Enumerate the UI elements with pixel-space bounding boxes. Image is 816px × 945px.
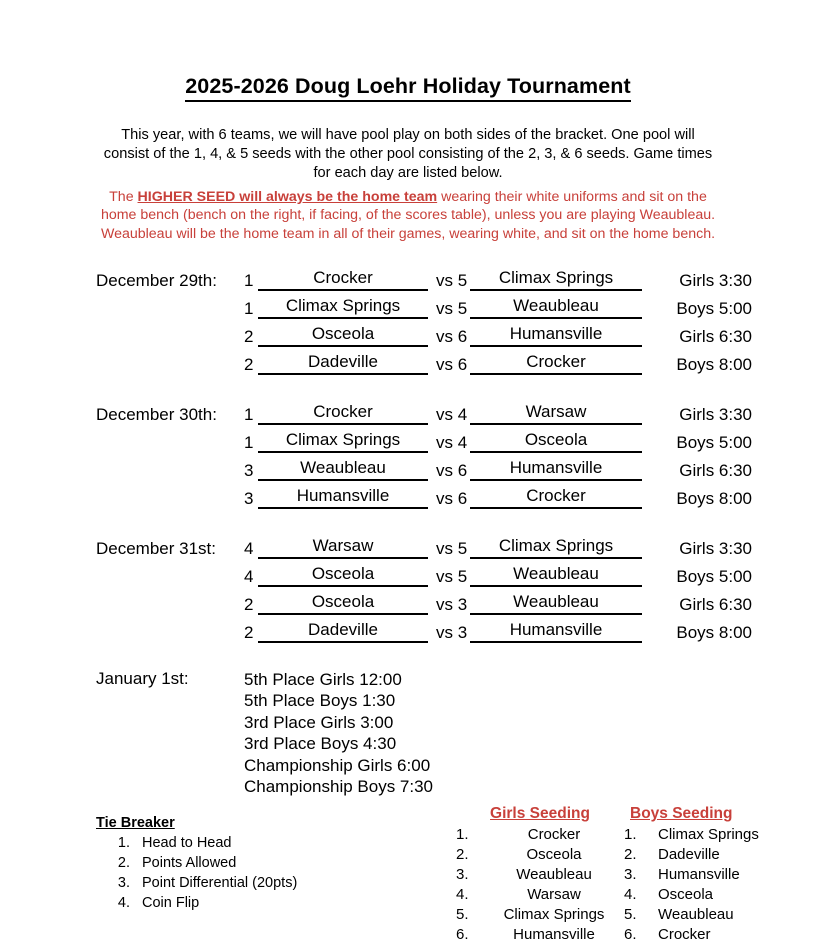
seed-number: 6. [624,926,637,944]
tie-breaker-section [96,805,456,913]
vs-label: vs 5 [436,298,468,318]
game-row [96,263,816,291]
home-team: Osceola [258,564,428,587]
seed-team-name: Humansville [513,926,595,944]
seed-number: 3. [624,866,637,884]
away-team: Warsaw [470,402,642,425]
home-team: Dadeville [258,352,428,375]
game-row [96,559,816,587]
away-team: Weaubleau [470,296,642,319]
home-team: Dadeville [258,620,428,643]
bottom-section [0,805,816,945]
game-row [96,531,816,559]
seed-team-name: Climax Springs [658,826,759,844]
list-item [624,825,794,845]
finals-game-list [244,669,433,797]
home-seed: 1 [244,432,254,452]
game-time: Boys 5:00 [676,432,752,452]
seed-team-name: Crocker [527,826,581,844]
tie-breaker-list [96,834,456,913]
finals-game: Championship Boys 7:30 [244,777,434,797]
home-seed: 3 [244,488,254,508]
finals-game: 5th Place Girls 12:00 [244,669,402,689]
home-seed: 2 [244,594,254,614]
finals-game: 3rd Place Boys 4:30 [244,734,397,754]
day-label-december-29: December 29th: [96,270,217,290]
list-item: 4. Coin Flip [134,894,456,914]
seed-number: 3. [456,866,469,884]
page-title: 2025-2026 Doug Loehr Holiday Tournament [185,74,631,102]
vs-label: vs 6 [436,488,468,508]
seed-number: 6. [456,926,469,944]
game-time: Girls 6:30 [679,326,752,346]
away-team: Osceola [470,430,642,453]
notice-emphasis: HIGHER SEED will always be the home team [137,188,438,205]
home-team: Weaubleau [258,458,428,481]
schedule-section [0,263,816,643]
title-container [0,0,816,102]
game-time: Girls 6:30 [679,594,752,614]
home-team: Osceola [258,324,428,347]
away-team: Humansville [470,620,642,643]
seed-team-name: Osceola [658,886,714,904]
list-item [624,905,794,925]
seed-number: 4. [456,886,469,904]
day-block-december-31 [96,531,816,643]
home-seed: 1 [244,404,254,424]
game-time: Girls 3:30 [679,404,752,424]
seed-number: 2. [456,846,469,864]
game-row [96,291,816,319]
seed-number: 1. [624,826,637,844]
home-seed: 2 [244,354,254,374]
seeding-section [456,805,816,945]
away-team: Crocker [470,352,642,375]
day-block-december-29 [96,263,816,375]
seed-number: 5. [456,906,469,924]
away-team: Weaubleau [470,564,642,587]
vs-label: vs 4 [436,432,468,452]
home-seed: 4 [244,538,254,558]
home-team: Climax Springs [258,296,428,319]
day-block-december-30 [96,397,816,509]
vs-label: vs 5 [436,538,468,558]
seed-team-name: Climax Springs [503,906,605,924]
notice-text-after: wearing their white uniforms and sit on the home bench (bench on the right, if facing, of the scores table), unless you are playing Weaubleau. Weaubleau will be the home team in all of their games, wearing white, and sit on the home bench. [100,188,716,242]
vs-label: vs 6 [436,326,468,346]
list-item [456,905,624,925]
away-team: Climax Springs [470,268,642,291]
list-item [624,845,794,865]
seed-number: 2. [624,846,637,864]
away-team: Humansville [470,458,642,481]
vs-label: vs 5 [436,566,468,586]
list-item: 2. Points Allowed [134,854,456,874]
vs-label: vs 3 [436,622,468,642]
game-time: Girls 3:30 [679,270,752,290]
seed-number: 1. [456,826,469,844]
game-row [96,587,816,615]
notice-text-before: The [109,188,138,205]
game-row [96,425,816,453]
home-team: Crocker [258,268,428,291]
game-time: Girls 6:30 [679,460,752,480]
home-team: Crocker [258,402,428,425]
list-item [456,885,624,905]
away-team: Humansville [470,324,642,347]
girls-seeding-title: Girls Seeding [490,805,590,823]
home-seed: 1 [244,270,254,290]
home-seed: 2 [244,326,254,346]
game-row [96,481,816,509]
away-team: Crocker [470,486,642,509]
vs-label: vs 4 [436,404,468,424]
day-label-december-31: December 31st: [96,538,216,558]
tie-breaker-title: Tie Breaker [96,815,175,832]
game-row [96,453,816,481]
list-item [624,885,794,905]
vs-label: vs 6 [436,460,468,480]
seed-number: 5. [624,906,637,924]
day-label-december-30: December 30th: [96,404,217,424]
list-item [456,845,624,865]
vs-label: vs 5 [436,270,468,290]
finals-game: 5th Place Boys 1:30 [244,691,396,711]
seed-team-name: Warsaw [527,886,581,904]
vs-label: vs 3 [436,594,468,614]
day-block-january-1 [0,669,816,797]
list-item [456,865,624,885]
game-time: Boys 5:00 [676,298,752,318]
game-row [96,347,816,375]
game-row [96,615,816,643]
seed-team-name: Dadeville [658,846,720,864]
game-time: Boys 8:00 [676,488,752,508]
seed-team-name: Humansville [658,866,740,884]
home-team: Warsaw [258,536,428,559]
game-time: Boys 5:00 [676,566,752,586]
list-item [624,925,794,945]
list-item: 3. Point Differential (20pts) [134,874,456,894]
home-team: Climax Springs [258,430,428,453]
seed-team-name: Osceola [526,846,582,864]
game-row [96,397,816,425]
game-time: Boys 8:00 [676,622,752,642]
vs-label: vs 6 [436,354,468,374]
game-time: Boys 8:00 [676,354,752,374]
finals-game: Championship Girls 6:00 [244,755,431,775]
game-row [96,319,816,347]
seed-team-name: Weaubleau [658,906,734,924]
home-seed: 1 [244,298,254,318]
seed-number: 4. [624,886,637,904]
home-team-notice [93,183,723,243]
day-label-january-1: January 1st: [96,668,189,688]
list-item [456,925,624,945]
home-team: Osceola [258,592,428,615]
home-seed: 3 [244,460,254,480]
finals-game: 3rd Place Girls 3:00 [244,712,394,732]
game-time: Girls 3:30 [679,538,752,558]
home-seed: 2 [244,622,254,642]
intro-paragraph: This year, with 6 teams, we will have pool play on both sides of the bracket. One pool will consist of the 1, 4, & 5 seeds with the other pool consisting of the 2, 3, & 6 seeds. Game times for each day are listed below. [103,126,713,181]
seed-team-name: Weaubleau [516,866,592,884]
home-team: Humansville [258,486,428,509]
boys-seeding-column [624,805,794,945]
list-item [624,865,794,885]
list-item: 1. Head to Head [134,834,456,854]
boys-seeding-title: Boys Seeding [630,805,733,823]
away-team: Weaubleau [470,592,642,615]
girls-seeding-column [456,805,624,945]
list-item [456,825,624,845]
home-seed: 4 [244,566,254,586]
away-team: Climax Springs [470,536,642,559]
seed-team-name: Crocker [658,926,711,944]
